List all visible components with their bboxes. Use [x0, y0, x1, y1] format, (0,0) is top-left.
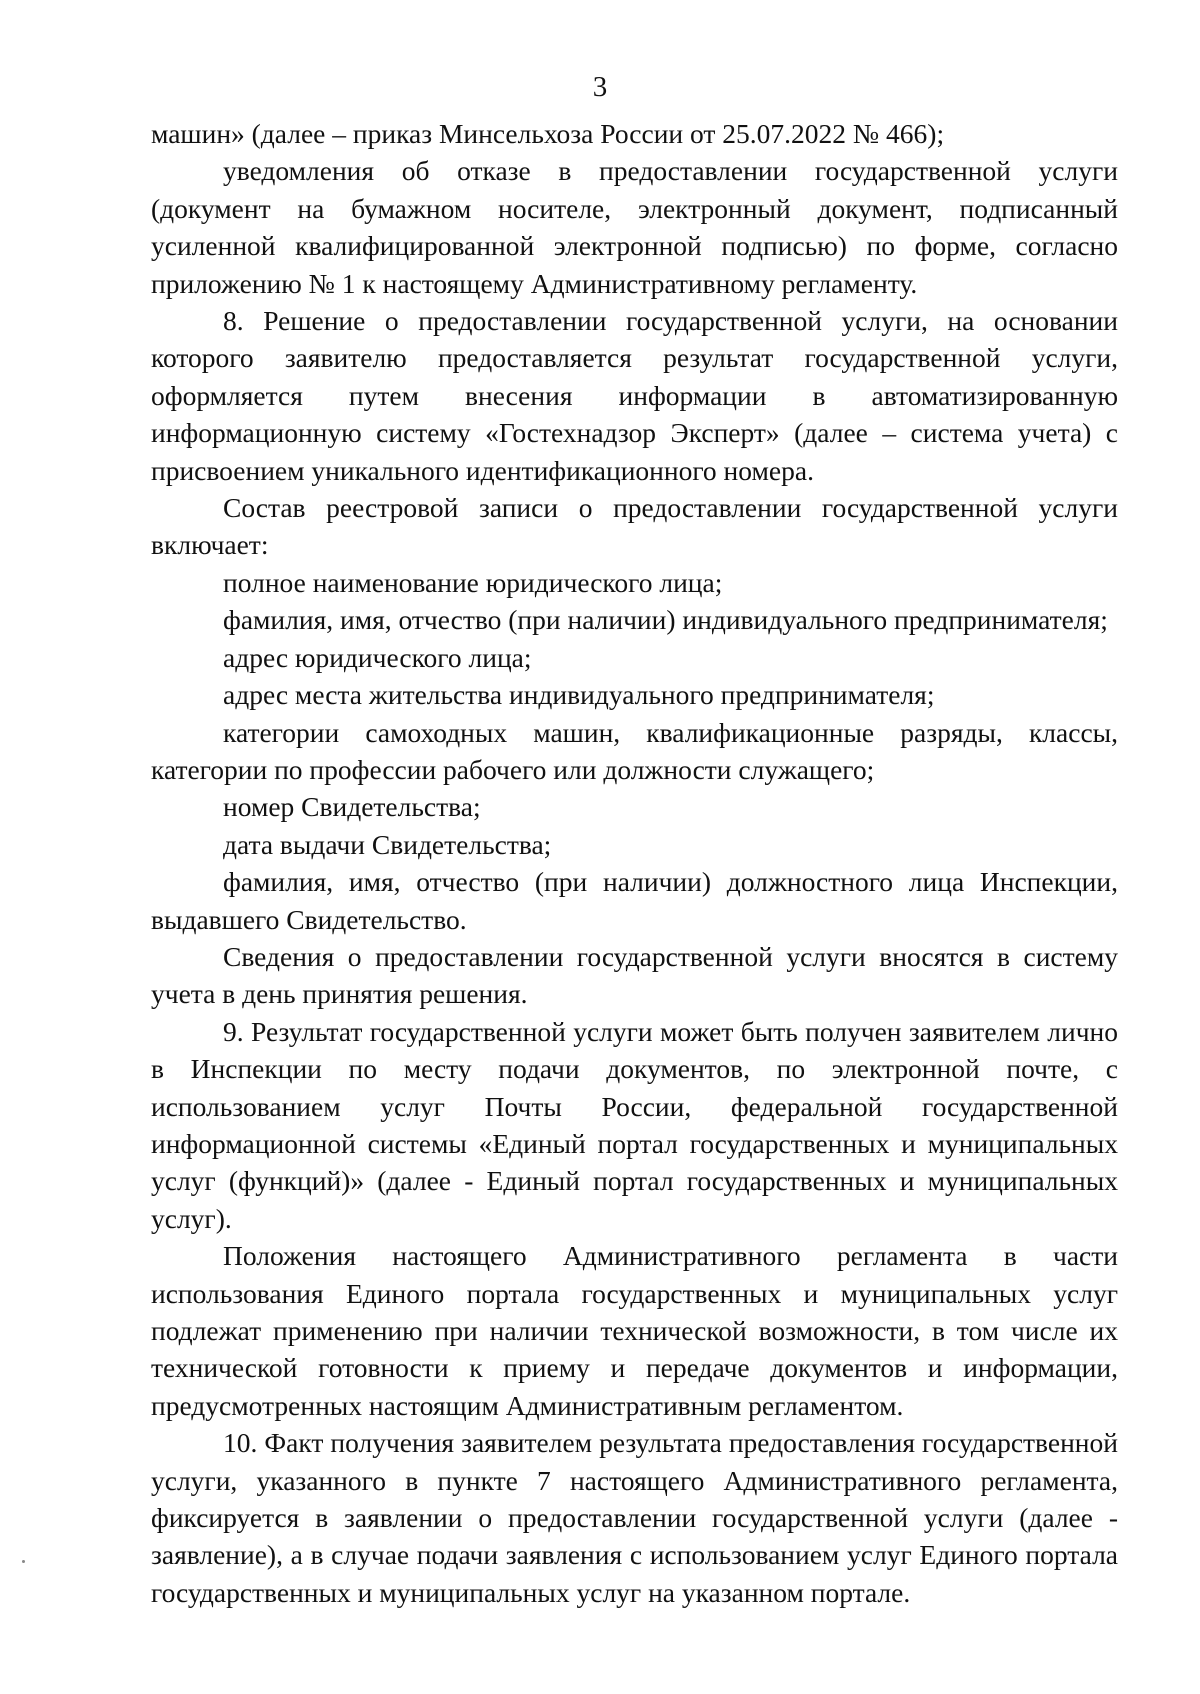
- document-body: [151, 115, 1118, 1611]
- list-item: адрес места жительства индивидуального предпринимателя;: [223, 679, 935, 711]
- paragraph: 10. Факт получения заявителем результата предоставления государственной услуги, указанного в пункте 7 настоящего Административного регламента, фиксируется в заявлении о предоставлении государственной услуги (далее - заявление), а в случае подачи заявления с использованием услуг Единого портала государственных и муниципальных услуг на указанном портале.: [151, 1427, 1118, 1608]
- list-item: адрес юридического лица;: [223, 641, 532, 673]
- paragraph: машин» (далее – приказ Минсельхоза России от 25.07.2022 № 466);: [151, 118, 945, 149]
- paragraph: Состав реестровой записи о предоставлении государственной услуги включает:: [151, 492, 1118, 561]
- scan-artifact: [22, 1560, 25, 1563]
- page-number: 3: [592, 71, 608, 103]
- paragraph: уведомления об отказе в предоставлении государственной услуги (документ на бумажном носителе, электронный документ, подписанный усиленной квалифицированной электронной подписью) по форме, согласно приложению № 1 к настоящему Административному регламенту.: [151, 155, 1118, 299]
- paragraph: Положения настоящего Административного регламента в части использования Единого портала государственных и муниципальных услуг подлежат применению при наличии технической возможности, в том числе их технической готовности к приему и передаче документов и информации, предусмотренных настоящим Административным регламентом.: [151, 1240, 1118, 1421]
- list-item: полное наименование юридического лица;: [223, 566, 723, 598]
- list-item: фамилия, имя, отчество (при наличии) индивидуального предпринимателя;: [223, 604, 1108, 636]
- list-item: номер Свидетельства;: [223, 791, 481, 823]
- list-item: дата выдачи Свидетельства;: [223, 828, 552, 860]
- list-item: фамилия, имя, отчество (при наличии) должностного лица Инспекции, выдавшего Свидетельство.: [151, 866, 1118, 935]
- list-item: категории самоходных машин, квалификационные разряды, классы, категории по профессии рабочего или должности служащего;: [151, 716, 1118, 785]
- paragraph: 9. Результат государственной услуги может быть получен заявителем лично в Инспекции по месту подачи документов, по электронной почте, с использованием услуг Почты России, федеральной государственной информационной системы «Единый портал государственных и муниципальных услуг (функций)» (далее - Единый портал государственных и муниципальных услуг).: [151, 1015, 1118, 1234]
- paragraph: Сведения о предоставлении государственной услуги вносятся в систему учета в день принятия решения.: [151, 940, 1118, 1010]
- paragraph: 8. Решение о предоставлении государственной услуги, на основании которого заявителю предоставляется результат государственной услуги, оформляется путем внесения информации в автоматизированную информационную систему «Гостехнадзор Эксперт» (далее – система учета) с присвоением уникального идентификационного номера.: [151, 305, 1118, 486]
